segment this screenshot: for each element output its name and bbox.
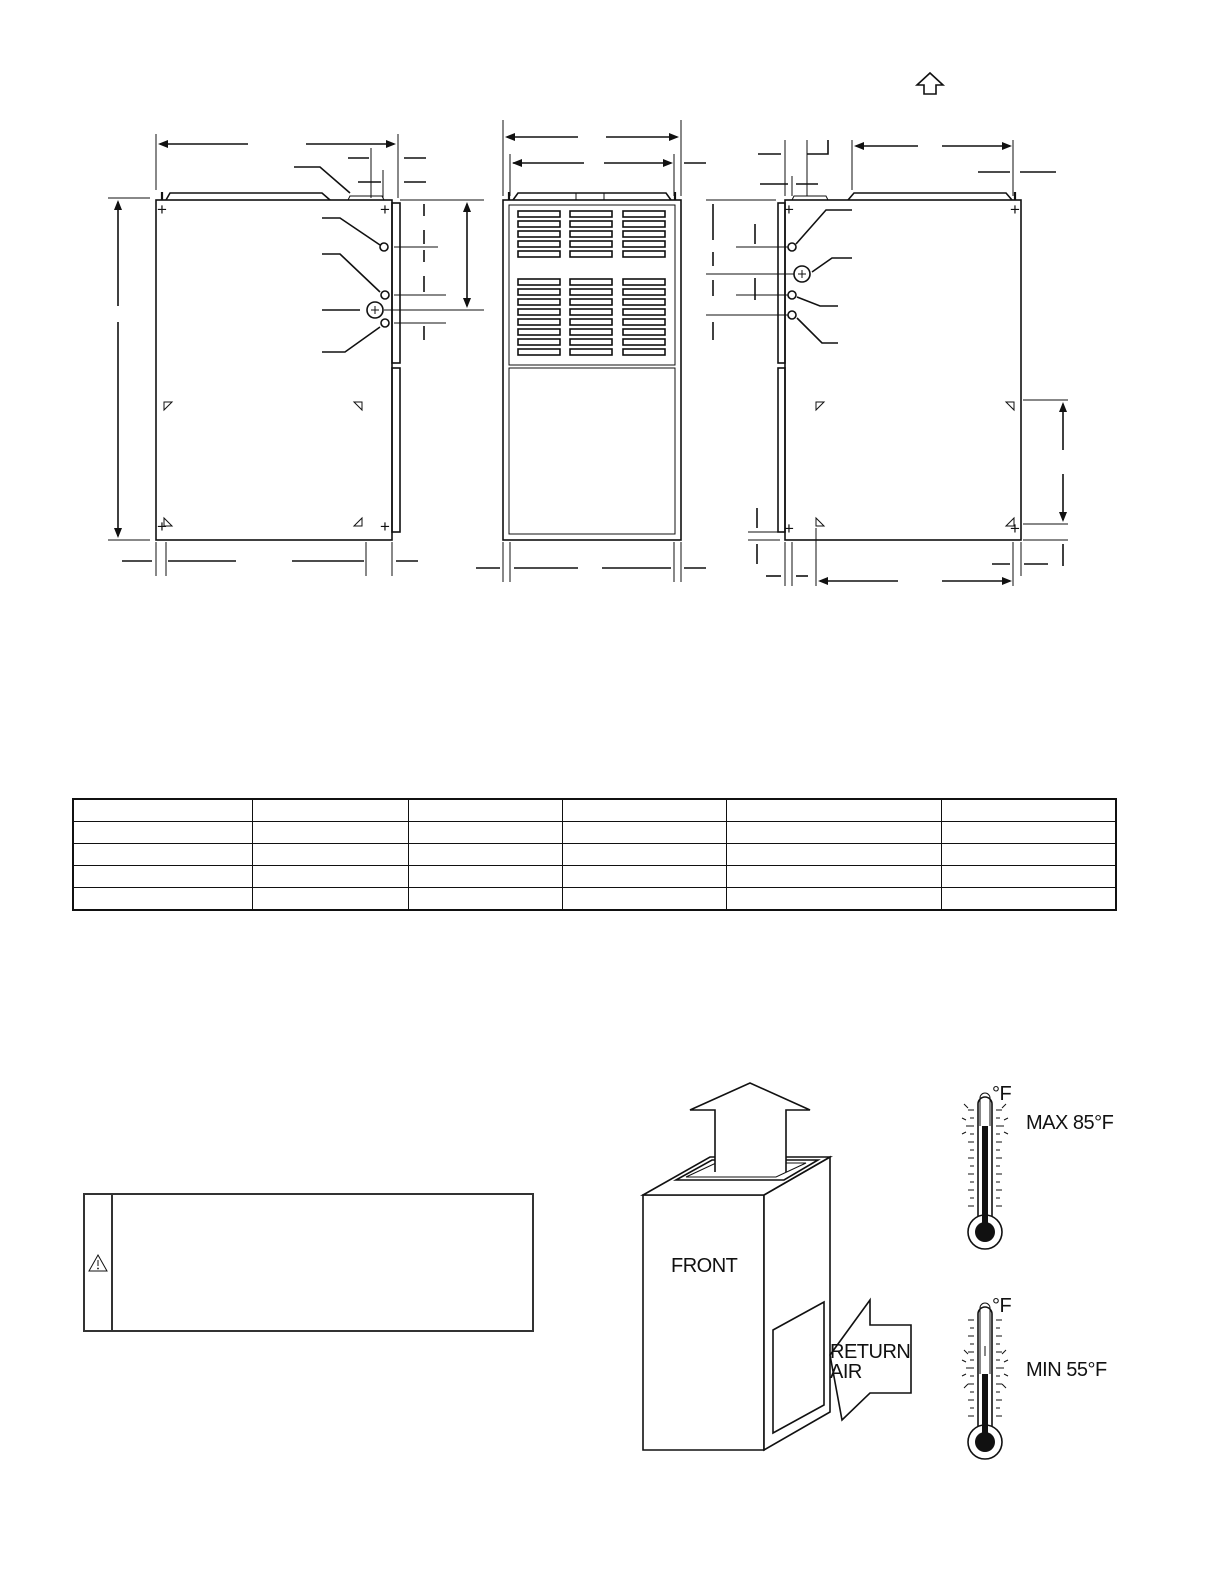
table-cell [562,866,726,888]
table-cell [252,888,408,911]
return-air-label-line1: RETURN [830,1341,911,1363]
dimension-drawing [100,110,1080,600]
table-row [73,799,1116,822]
svg-text:+: + [157,517,167,536]
table-cell [73,844,252,866]
table-cell [408,888,562,911]
table-cell [73,866,252,888]
table-cell [562,888,726,911]
table-cell [408,844,562,866]
warning-triangle-icon [87,1253,109,1273]
table-cell [562,822,726,844]
dimension-drawing-svg [100,110,1080,600]
dimensions-table [72,798,1117,911]
furnace-label: FRONT [671,1255,738,1277]
min-temp-label: MIN 55°F [1026,1359,1107,1381]
table-cell [941,866,1116,888]
table-cell [562,799,726,822]
thermometer-unit: °F [992,1083,1012,1105]
table-cell [408,866,562,888]
warning-body [113,1195,532,1330]
table-row [73,844,1116,866]
table-cell [408,799,562,822]
thermometer-max [955,1080,1125,1260]
table-row [73,822,1116,844]
svg-text:+: + [157,200,167,219]
return-air-label-line2: AIR [830,1361,862,1383]
outline-up-arrow-icon [914,70,946,98]
thermometer-fill [982,1126,988,1224]
thermometer-icon [955,1290,1125,1470]
table-cell [73,822,252,844]
warning-box [83,1193,534,1332]
warning-stripe [85,1195,113,1330]
thermometer-fill [982,1374,988,1434]
svg-text:+: + [380,200,390,219]
max-temp-label: MAX 85°F [1026,1112,1114,1134]
table-cell [408,822,562,844]
right-side-view [706,140,1068,586]
table-cell [941,844,1116,866]
table-cell [726,822,941,844]
table-cell [73,888,252,911]
table-cell [726,866,941,888]
table-cell [726,799,941,822]
svg-text:+: + [784,519,794,538]
table-cell [73,799,252,822]
installation-figure [630,1075,930,1465]
svg-text:+: + [784,200,794,219]
thermometer-min [955,1290,1125,1470]
furnace-front-face [643,1195,764,1450]
table-cell [252,799,408,822]
table-cell [252,844,408,866]
table-cell [252,866,408,888]
table-cell [726,844,941,866]
svg-text:+: + [1010,200,1020,219]
thermometer-unit: °F [992,1295,1012,1317]
table-row [73,866,1116,888]
table-cell [941,799,1116,822]
table-row [73,888,1116,911]
table-cell [252,822,408,844]
front-vents [518,211,665,355]
thermometer-icon [955,1080,1125,1260]
left-side-view [108,134,484,576]
front-view [476,120,706,582]
table-cell [726,888,941,911]
table-cell [941,888,1116,911]
svg-text:+: + [1010,519,1020,538]
svg-text:+: + [380,517,390,536]
table-cell [562,844,726,866]
table-cell [941,822,1116,844]
